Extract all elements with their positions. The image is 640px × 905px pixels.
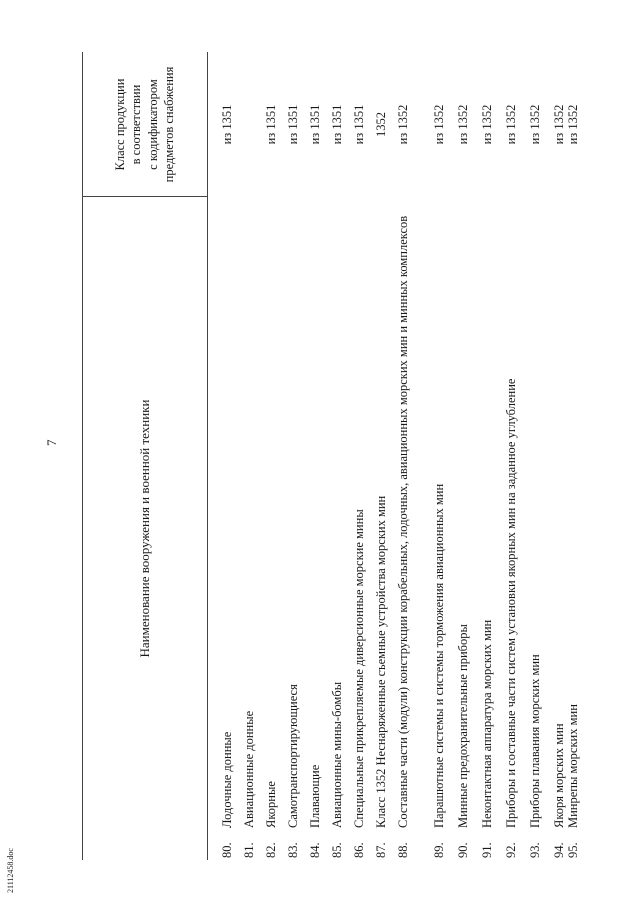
header-name-column: Наименование вооружения и военной техники (136, 399, 152, 658)
row-name: Неконтактная аппаратура морских мин (480, 619, 494, 828)
row-number: 85. (330, 842, 344, 858)
row-number: 91. (480, 842, 494, 858)
header-class-line: с кодификатором (145, 79, 160, 170)
row-class-code: из 1351 (264, 104, 278, 145)
row-class-code: из 1351 (330, 104, 344, 145)
row-class-code: из 1351 (220, 104, 234, 145)
row-name: Якоря морских мин (552, 723, 566, 828)
row-number: 95. (566, 842, 580, 858)
row-name: Класс 1352 Неснаряженные съемные устройства морских мин (374, 495, 388, 828)
row-number: 90. (456, 842, 470, 858)
row-name: Составные части (модули) конструкции корабельных, лодочных, авиационных морских мин и минных комплексов (396, 215, 410, 828)
row-class-code: из 1352 (396, 104, 410, 145)
row-name: Минные предохранительные приборы (456, 624, 470, 828)
table-header (82, 52, 208, 860)
row-number: 92. (504, 842, 518, 858)
row-name: Приборы и составные части систем установки якорных мин на заданное углубление (504, 378, 518, 828)
row-number: 83. (286, 842, 300, 858)
row-name: Специальные прикрепляемые диверсионные морские мины (352, 509, 366, 828)
row-class-code: 1352 (374, 112, 388, 137)
row-number: 87. (374, 842, 388, 858)
row-name: Якорные (264, 781, 278, 828)
rotated-table (82, 52, 584, 860)
row-name: Минрепы морских мин (566, 704, 580, 828)
row-number: 82. (264, 842, 278, 858)
row-name: Лодочные донные (220, 731, 234, 828)
row-number: 88. (396, 842, 410, 858)
header-class-line: предметов снабжения (161, 66, 176, 183)
row-class-code: из 1352 (528, 104, 542, 145)
row-class-code: из 1351 (352, 104, 366, 145)
row-number: 94. (552, 842, 566, 858)
header-class-column (82, 52, 207, 197)
row-number: 86. (352, 842, 366, 858)
row-name: Приборы плавания морских мин (528, 654, 542, 828)
row-class-code: из 1351 (286, 104, 300, 145)
row-name: Авиационные мины-бомбы (330, 681, 344, 828)
row-class-code: из 1352 (504, 104, 518, 145)
row-number: 93. (528, 842, 542, 858)
page-number: 7 (44, 439, 59, 446)
row-class-code: из 1352 (566, 104, 580, 145)
row-number: 81. (242, 842, 256, 858)
row-name: Самотранспортирующиеся (286, 684, 300, 828)
row-class-code: из 1352 (552, 104, 566, 145)
row-class-code: из 1352 (432, 104, 446, 145)
row-number: 84. (308, 842, 322, 858)
row-number: 80. (220, 842, 234, 858)
row-class-code: из 1351 (308, 104, 322, 145)
header-class-line: Класс продукции (113, 78, 127, 171)
row-number: 89. (432, 842, 446, 858)
row-class-code: из 1352 (480, 104, 494, 145)
row-class-code: из 1352 (456, 104, 470, 145)
row-name: Плавающие (308, 764, 322, 828)
document-filename: 21112458.doc (6, 848, 15, 893)
row-name: Парашютные системы и системы торможения авиационных мин (432, 483, 446, 828)
header-class-line: в соответствии (129, 84, 144, 165)
row-name: Авиационные донные (242, 710, 256, 828)
